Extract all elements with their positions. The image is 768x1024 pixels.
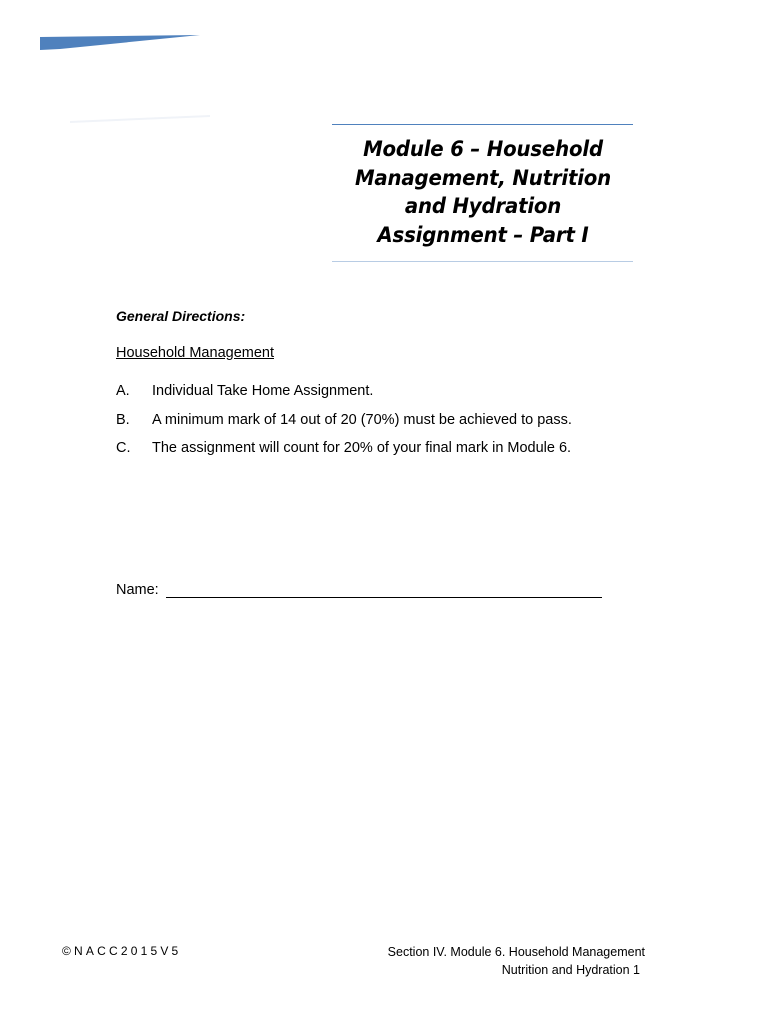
footer-section-line2: Nutrition and Hydration 1 [501, 963, 640, 977]
general-directions-heading: General Directions: [116, 308, 246, 324]
faint-divider-decoration [70, 112, 210, 124]
list-item-letter: A. [116, 383, 130, 399]
list-item-letter: C. [116, 440, 131, 456]
list-item-text: The assignment will count for 20% of your final mark in Module 6. [152, 440, 572, 456]
blue-wedge-icon [40, 35, 200, 51]
list-item-text: Individual Take Home Assignment. [152, 383, 374, 399]
section-heading: Household Management [116, 345, 274, 361]
document-title: Module 6 – Household Management, Nutrition and Hydration Assignment – Part I [354, 137, 611, 247]
list-item-text: A minimum mark of 14 out of 20 (70%) must be achieved to pass. [152, 411, 572, 428]
directions-list [116, 383, 572, 469]
list-item-letter: B. [116, 411, 130, 428]
list-item [116, 383, 572, 412]
name-input-line[interactable] [166, 582, 602, 598]
list-item [116, 440, 572, 469]
title-box [332, 124, 633, 262]
list-item [116, 412, 572, 441]
footer-copyright: ©NACC2015V5 [62, 944, 182, 958]
footer-section-info [370, 943, 645, 979]
name-field-row [116, 582, 602, 598]
name-label: Name: [116, 582, 159, 598]
footer-section-line1: Section IV. Module 6. Household Management [387, 945, 645, 959]
